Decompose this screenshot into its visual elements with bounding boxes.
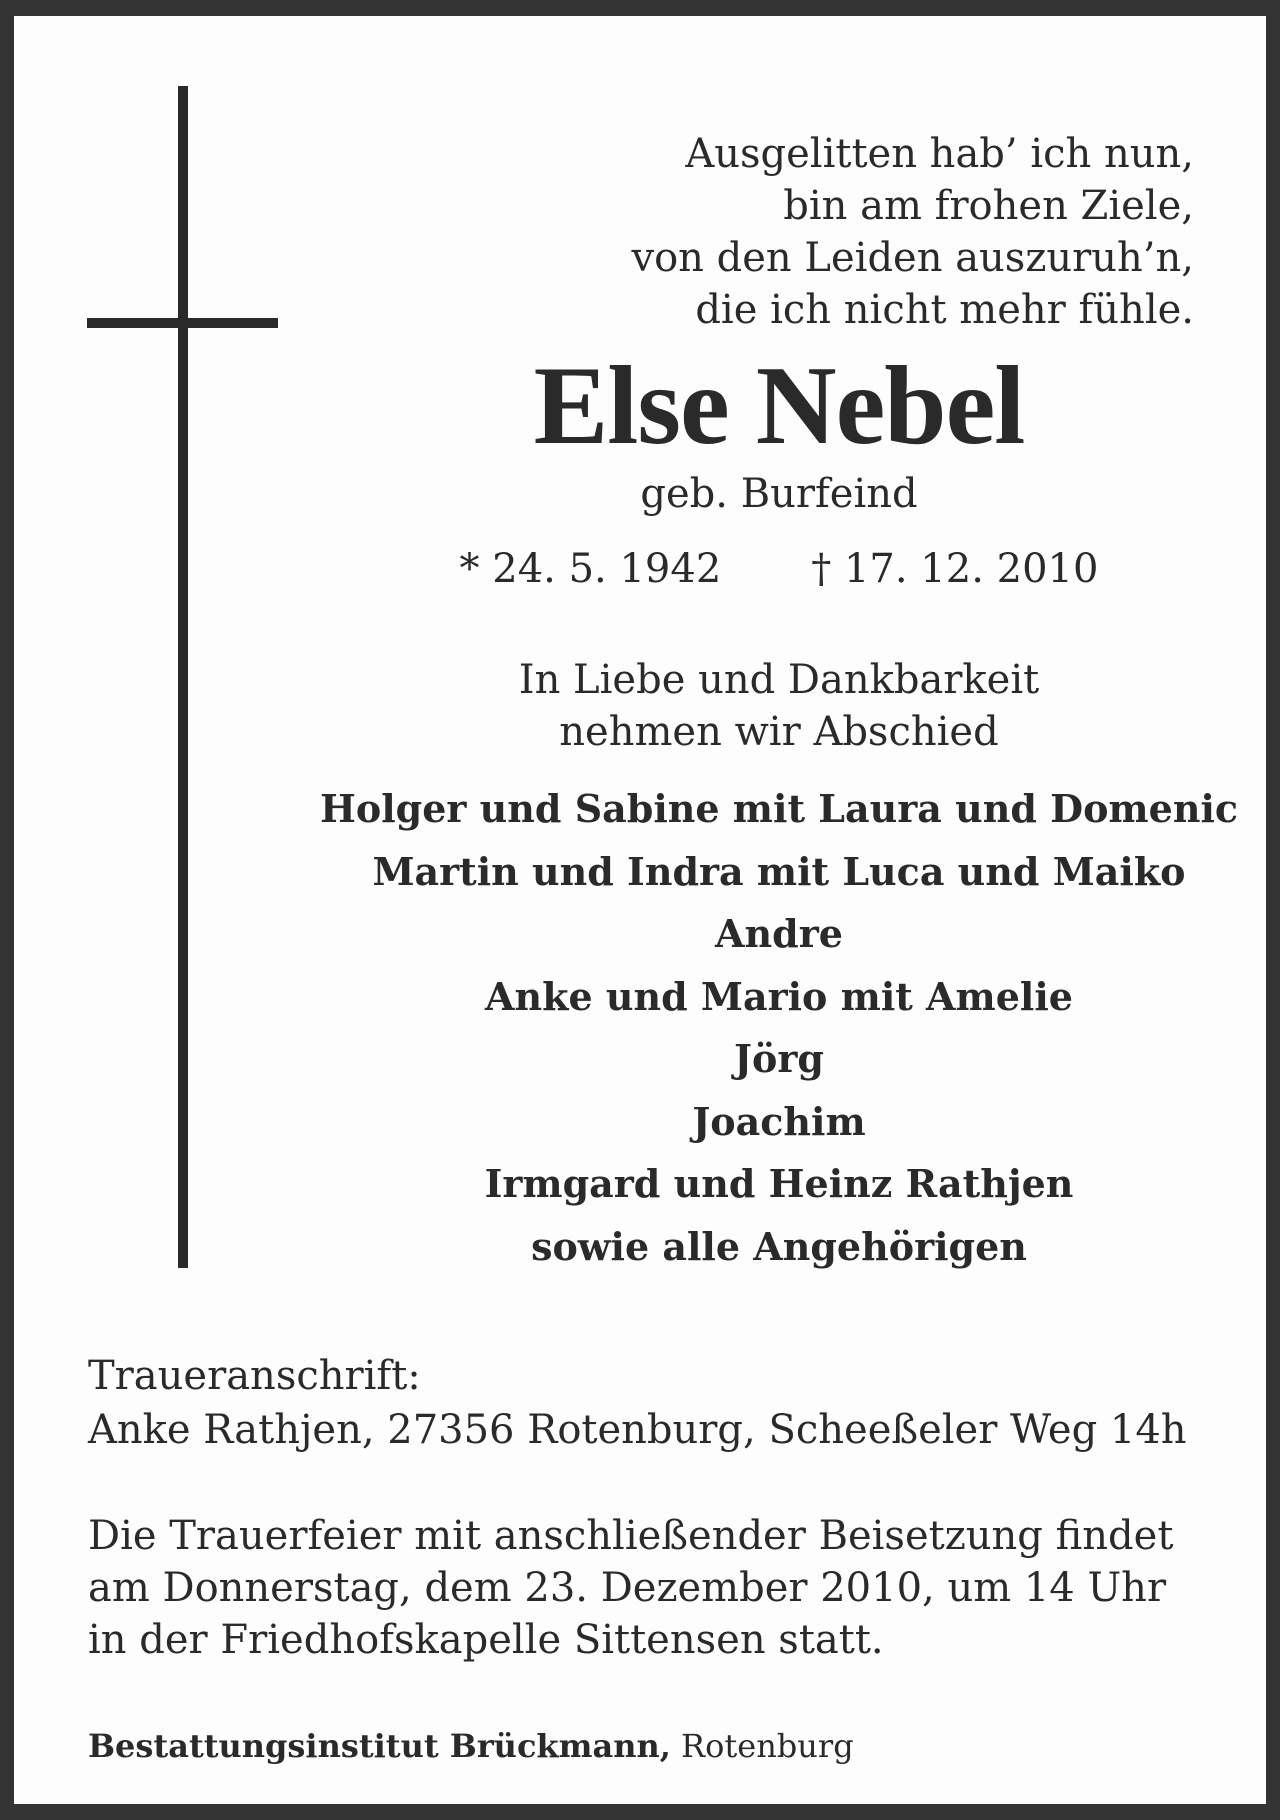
- poem-line: von den Leiden auszuruh’n,: [631, 235, 1194, 281]
- mourner-line: Andre: [715, 911, 843, 956]
- service-line: Die Trauerfeier mit anschließender Beisetzung findet: [88, 1513, 1174, 1559]
- farewell-text: [314, 654, 1244, 758]
- service-line: in der Friedhofskapelle Sittensen statt.: [88, 1617, 884, 1663]
- life-dates: [314, 544, 1244, 594]
- undertaker-credit: [88, 1724, 854, 1768]
- mourners-list: [314, 778, 1244, 1278]
- service-details: [88, 1510, 1224, 1666]
- farewell-line: nehmen wir Abschied: [559, 709, 999, 755]
- mourner-line: Holger und Sabine mit Laura und Domenic: [319, 786, 1239, 831]
- deceased-name: Else Nebel: [533, 344, 1025, 468]
- poem-line: Ausgelitten hab’ ich nun,: [685, 131, 1194, 177]
- cross-vertical-bar: [178, 86, 188, 1268]
- mourner-line: Martin und Indra mit Luca und Maiko: [372, 848, 1186, 894]
- maiden-name: geb. Burfeind: [640, 471, 918, 517]
- memorial-poem: [494, 128, 1194, 336]
- mourning-address: Anke Rathjen, 27356 Rotenburg, Scheeßeler Weg 14h: [88, 1407, 1187, 1453]
- address-label: Traueranschrift:: [88, 1353, 421, 1399]
- mourner-line: Joachim: [692, 1098, 866, 1144]
- undertaker-city: Rotenburg: [681, 1727, 854, 1765]
- mourner-line: Anke und Mario mit Amelie: [485, 973, 1073, 1019]
- poem-line: die ich nicht mehr fühle.: [695, 287, 1194, 333]
- death-date: † 17. 12. 2010: [811, 546, 1099, 592]
- poem-line: bin am frohen Ziele,: [783, 183, 1194, 229]
- undertaker-firm: Bestattungsinstitut Brückmann,: [88, 1727, 671, 1765]
- service-line: am Donnerstag, dem 23. Dezember 2010, um 14 Uhr: [88, 1565, 1167, 1611]
- mourner-line: Irmgard und Heinz Rathjen: [484, 1161, 1074, 1206]
- mourner-line: Jörg: [734, 1036, 824, 1081]
- farewell-line: In Liebe und Dankbarkeit: [518, 657, 1040, 703]
- mourner-line: sowie alle Angehörigen: [531, 1223, 1027, 1269]
- cross-horizontal-bar: [87, 318, 278, 328]
- birth-date: * 24. 5. 1942: [459, 546, 722, 592]
